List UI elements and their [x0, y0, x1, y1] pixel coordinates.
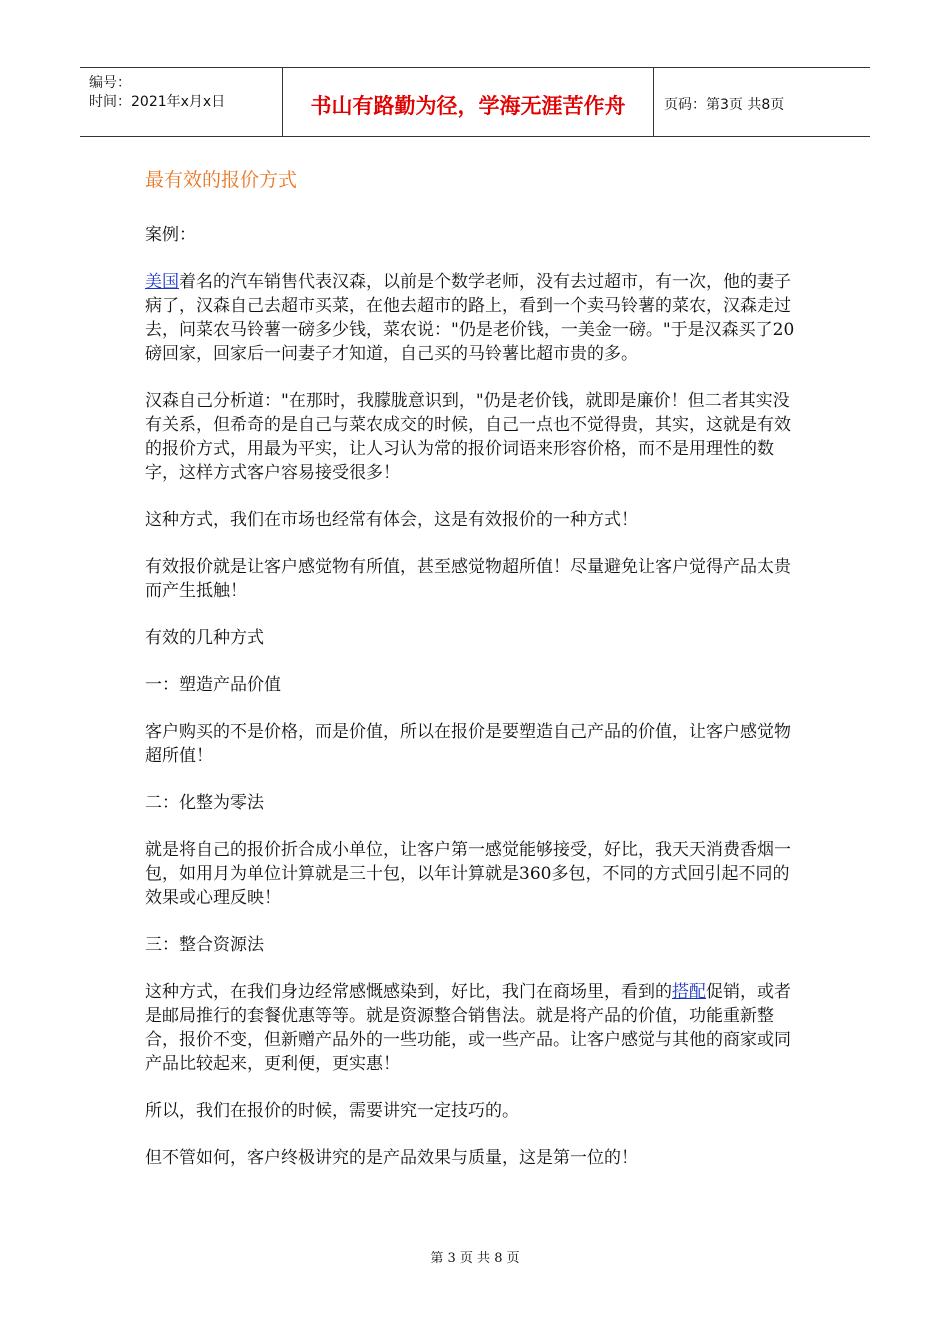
header-meta-cell [80, 68, 283, 136]
case-label: 案例： [145, 225, 196, 245]
method-3-text-start: 这种方式，在我们身边经常感慨感染到，好比，我门在商场里，看到的 [145, 982, 672, 1002]
paragraph-effective-quote: 有效报价就是让客户感觉物有所值，甚至感觉物超所值！尽量避免让客户觉得产品太贵而产生抵触！ [145, 557, 791, 601]
motto: 书山有路勤为径，学海无涯苦作舟 [310, 94, 626, 118]
paragraph-story [145, 270, 805, 366]
method-3-text-end: 促销，或者是邮局推行的套餐优惠等等。就是资源整合销售法。就是将产品的价值，功能重新整合，报价不变，但新赠产品外的一些功能，或一些产品。让客户感觉与其他的商家或同产品比较起来，更利便，更实惠！ [145, 982, 791, 1074]
heading-methods: 有效的几种方式 [145, 628, 264, 648]
link-usa[interactable]: 美国 [145, 272, 179, 292]
method-2-title: 二：化整为零法 [145, 793, 264, 813]
link-bundle[interactable]: 搭配 [672, 982, 706, 1002]
method-1-text: 客户购买的不是价格，而是价值，所以在报价是要塑造自己产品的价值，让客户感觉物超所值！ [145, 722, 791, 766]
document-body [145, 168, 805, 1193]
paragraph-experience: 这种方式，我们在市场也经常有体会，这是有效报价的一种方式！ [145, 510, 638, 530]
header-motto-cell [283, 68, 654, 136]
header-page-cell [654, 68, 870, 136]
serial-label: 编号： [89, 75, 131, 91]
method-3-title: 三：整合资源法 [145, 935, 264, 955]
document-title: 最有效的报价方式 [145, 169, 298, 191]
page-label: 页码：第3页 共8页 [664, 97, 785, 113]
paragraph-final: 但不管如何，客户终极讲究的是产品效果与质量，这是第一位的！ [145, 1148, 638, 1168]
method-1-title: 一：塑造产品价值 [145, 675, 281, 695]
paragraph-story-text: 着名的汽车销售代表汉森，以前是个数学老师，没有去过超市，有一次，他的妻子病了，汉森自己去超市买菜，在他去超市的路上，看到一个卖马铃薯的菜农，汉森走过去，问菜农马铃薯一磅多少钱，菜农说："仍是老价钱，一美金一磅。"于是汉森买了20磅回家，回家后一问妻子才知道，自己买的马铃薯比超市贵的多。 [145, 272, 795, 364]
method-3-text [145, 980, 805, 1076]
method-2-text: 就是将自己的报价折合成小单位，让客户第一感觉能够接受，好比，我天天消费香烟一包，如用月为单位计算就是三十包，以年计算就是360多包，不同的方式回引起不同的效果或心理反映！ [145, 840, 791, 908]
paragraph-analysis: 汉森自己分析道："在那时，我朦胧意识到，"仍是老价钱，就即是廉价！但二者其实没有关系，但希奇的是自己与菜农成交的时候，自己一点也不觉得贵，其实，这就是有效的报价方式，用最为平实，让人习认为常的报价词语来形容价格，而不是用理性的数字，这样方式客户容易接受很多！ [145, 391, 791, 483]
paragraph-conclusion: 所以，我们在报价的时候，需要讲究一定技巧的。 [145, 1101, 519, 1121]
page-footer: 第 3 页 共 8 页 [430, 1251, 520, 1266]
time-label: 时间：2021年x月x日 [89, 94, 226, 110]
page-header [80, 67, 870, 137]
